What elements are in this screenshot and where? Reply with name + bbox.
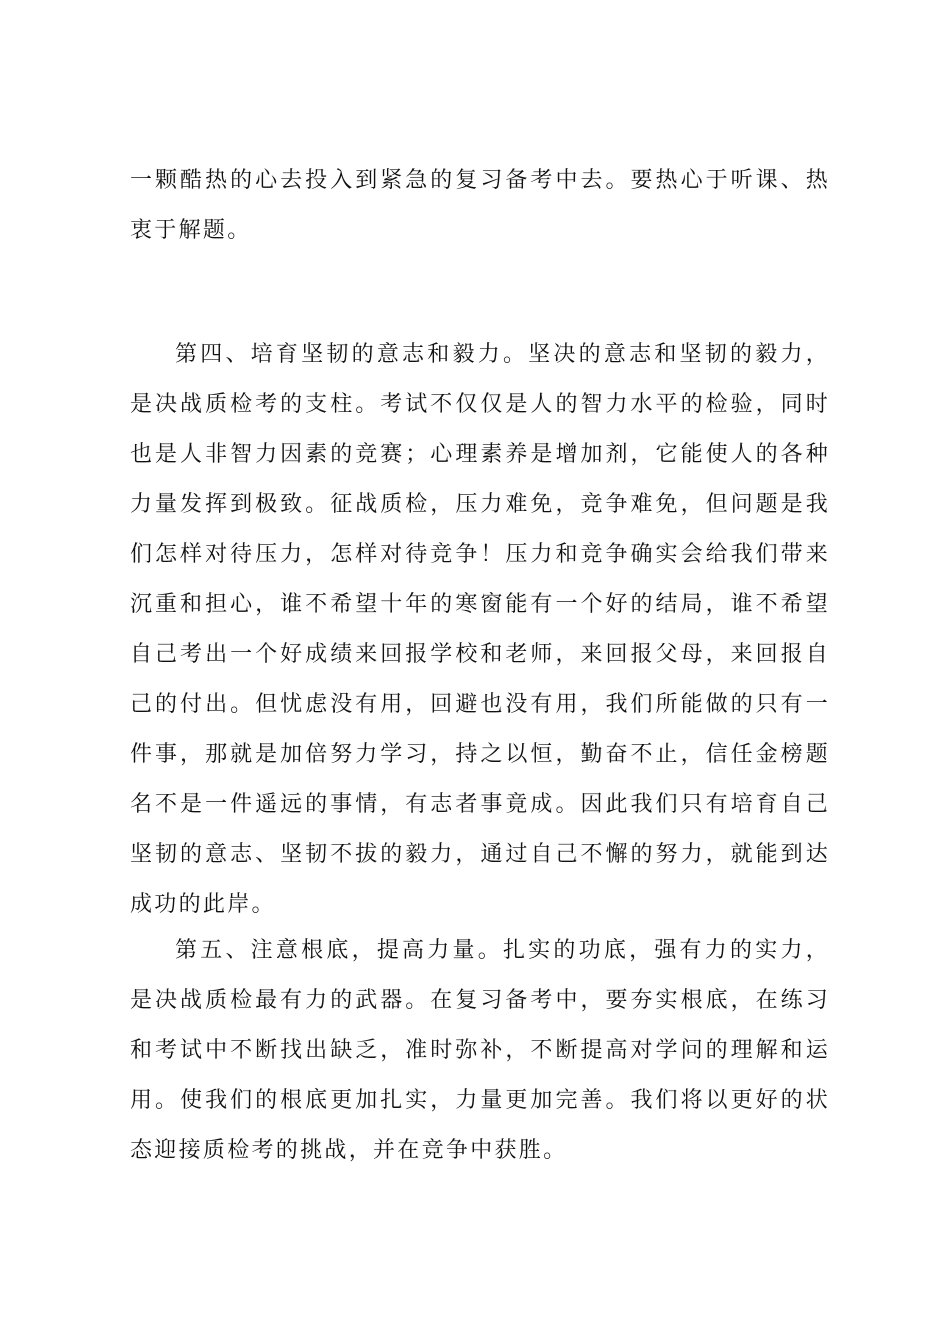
paragraph-fourth-point: 第四、培育坚韧的意志和毅力。坚决的意志和坚韧的毅力，是决战质检考的支柱。考试不仅仅是人的智力水平的检验，同时也是人非智力因素的竞赛；心理素养是增加剂，它能使人的各种力量发挥到极致。征战质检，压力难免，竞争难免，但问题是我们怎样对待压力，怎样对待竞争！压力和竞争确实会给我们带来沉重和担心，谁不希望十年的寒窗能有一个好的结局，谁不希望自己考出一个好成绩来回报学校和老师，来回报父母，来回报自己的付出。但忧虑没有用，回避也没有用，我们所能做的只有一件事，那就是加倍努力学习，持之以恒，勤奋不止，信任金榜题名不是一件遥远的事情，有志者事竟成。因此我们只有培育自己坚韧的意志、坚韧不拔的毅力，通过自己不懈的努力，就能到达成功的此岸。 [130,342,830,917]
paragraph-fifth-point: 第五、注意根底，提高力量。扎实的功底，强有力的实力，是决战质检最有力的武器。在复习备考中，要夯实根底，在练习和考试中不断找出缺乏，准时弥补，不断提高对学问的理解和运用。使我们的根底更加扎实，力量更加完善。我们将以更好的状态迎接质检考的挑战，并在竞争中获胜。 [130,938,830,1163]
paragraph-continuation: 一颗酷热的心去投入到紧急的复习备考中去。要热心于听课、热衷于解题。 [130,168,830,243]
